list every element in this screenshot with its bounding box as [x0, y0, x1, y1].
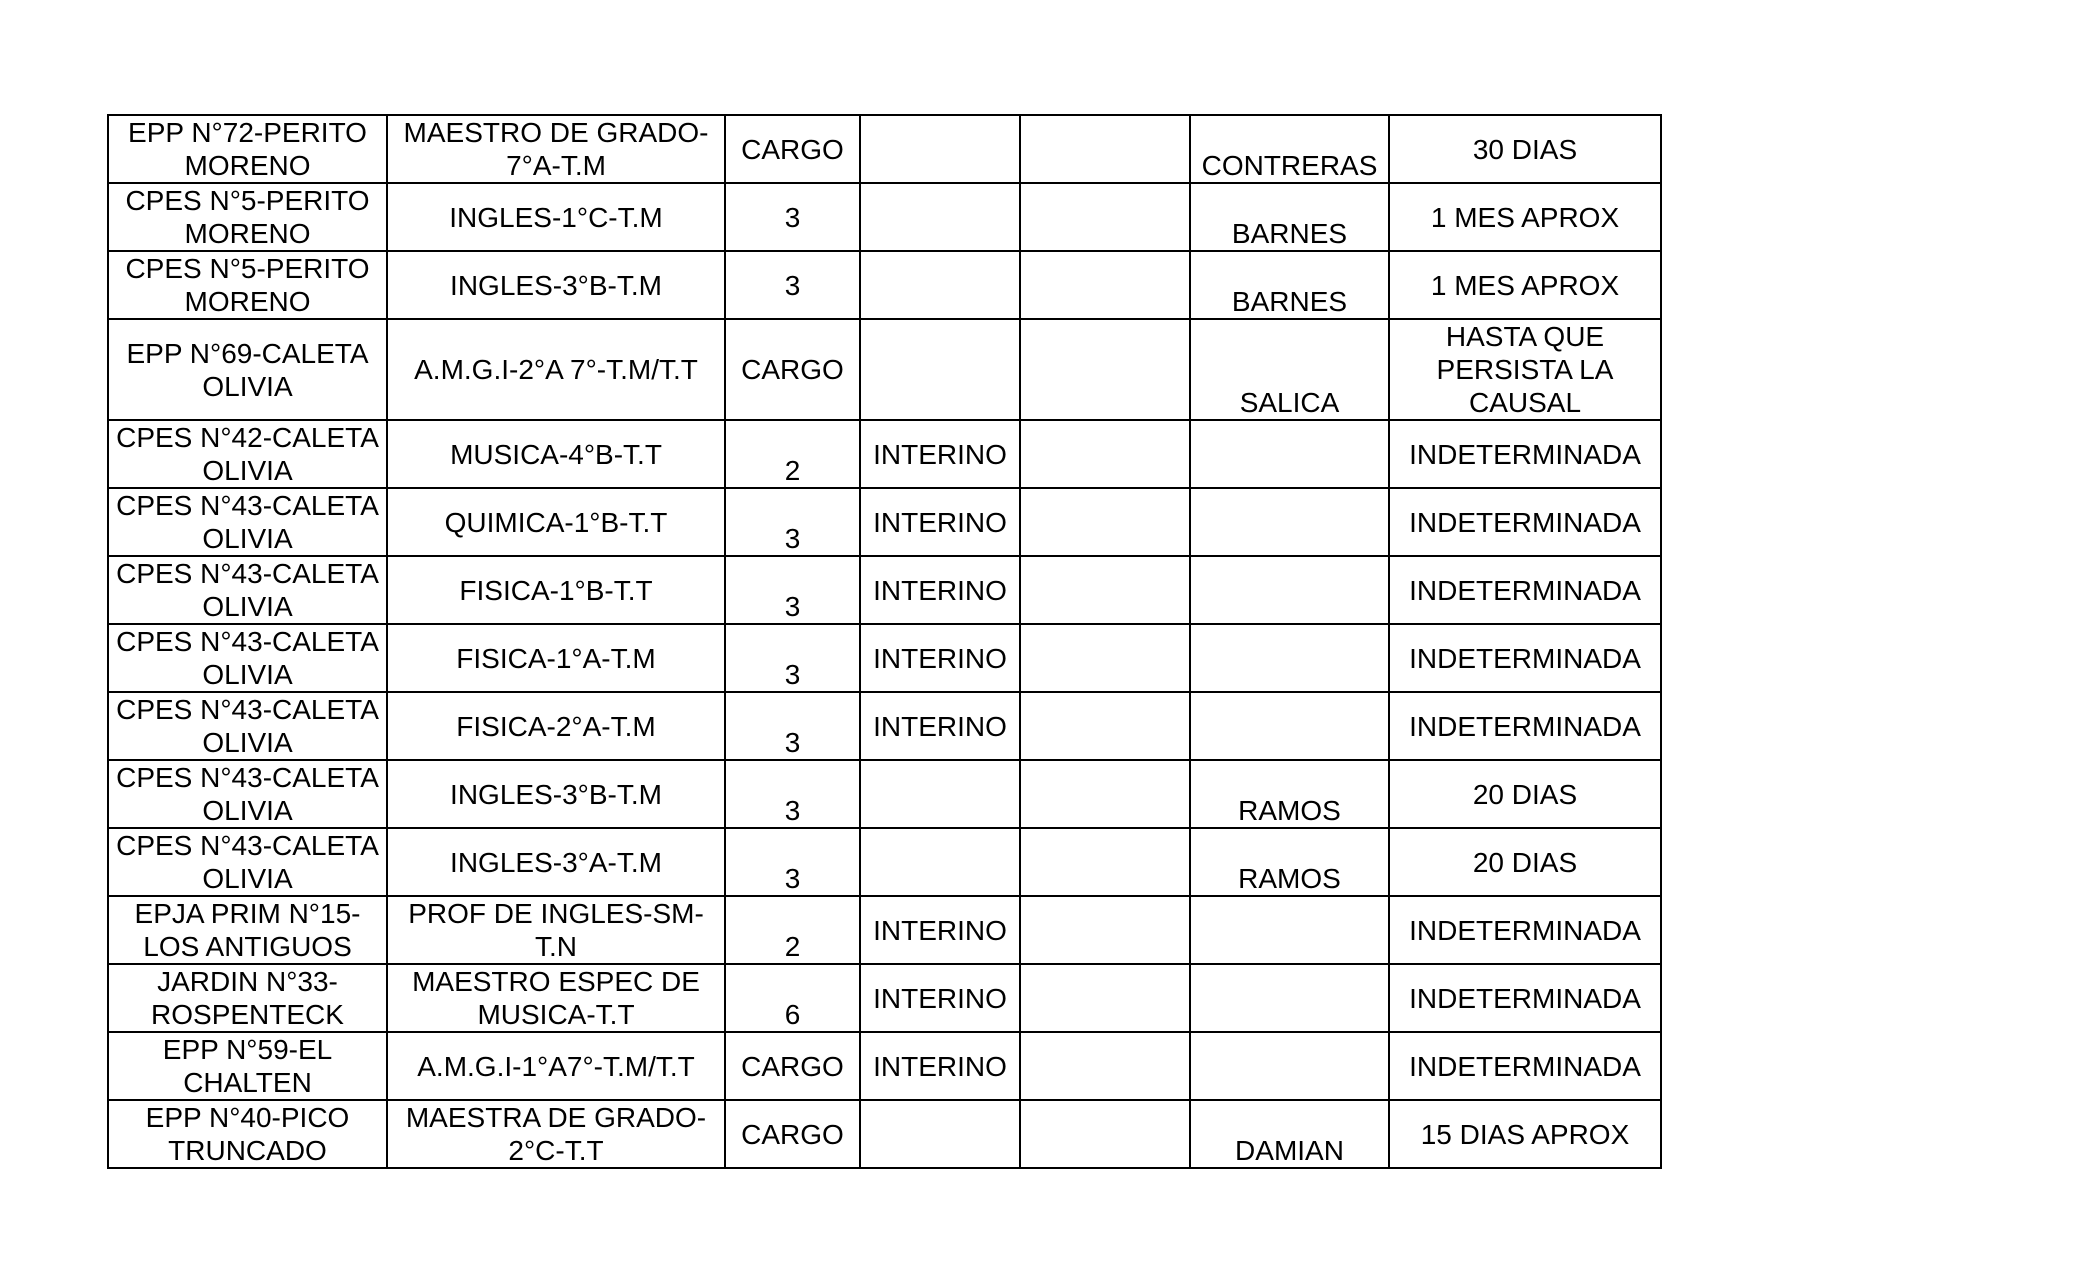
situation-cell	[860, 1100, 1020, 1168]
teacher-cell	[1190, 556, 1389, 624]
school-cell: CPES N°43-CALETA OLIVIA	[108, 692, 387, 760]
school-cell: CPES N°43-CALETA OLIVIA	[108, 488, 387, 556]
table-row	[108, 115, 1661, 183]
situation-cell	[860, 760, 1020, 828]
subject-cell: FISICA-1°A-T.M	[387, 624, 725, 692]
situation-cell: INTERINO	[860, 896, 1020, 964]
duration-cell: HASTA QUE PERSISTA LA CAUSAL	[1389, 319, 1661, 420]
duration-cell: INDETERMINADA	[1389, 624, 1661, 692]
school-cell: JARDIN N°33-ROSPENTECK	[108, 964, 387, 1032]
teacher-cell	[1190, 964, 1389, 1032]
blank-cell	[1020, 420, 1190, 488]
situation-cell	[860, 115, 1020, 183]
subject-cell: A.M.G.I-2°A 7°-T.M/T.T	[387, 319, 725, 420]
school-cell: EPP N°40-PICO TRUNCADO	[108, 1100, 387, 1168]
blank-cell	[1020, 183, 1190, 251]
table-row	[108, 624, 1661, 692]
hours-cell: CARGO	[725, 319, 860, 420]
situation-cell: INTERINO	[860, 420, 1020, 488]
duration-cell: INDETERMINADA	[1389, 488, 1661, 556]
subject-cell: FISICA-2°A-T.M	[387, 692, 725, 760]
table-row	[108, 420, 1661, 488]
situation-cell	[860, 319, 1020, 420]
school-cell: EPP N°72-PERITO MORENO	[108, 115, 387, 183]
table-row	[108, 692, 1661, 760]
duration-cell: INDETERMINADA	[1389, 692, 1661, 760]
blank-cell	[1020, 964, 1190, 1032]
hours-cell: 2	[725, 896, 860, 964]
blank-cell	[1020, 624, 1190, 692]
school-cell: CPES N°43-CALETA OLIVIA	[108, 760, 387, 828]
teacher-cell	[1190, 896, 1389, 964]
blank-cell	[1020, 692, 1190, 760]
situation-cell: INTERINO	[860, 488, 1020, 556]
subject-cell: MAESTRO ESPEC DE MUSICA-T.T	[387, 964, 725, 1032]
subject-cell: QUIMICA-1°B-T.T	[387, 488, 725, 556]
situation-cell	[860, 183, 1020, 251]
teacher-cell	[1190, 692, 1389, 760]
blank-cell	[1020, 760, 1190, 828]
duration-cell: 20 DIAS	[1389, 828, 1661, 896]
table-row	[108, 251, 1661, 319]
subject-cell: INGLES-3°B-T.M	[387, 760, 725, 828]
situation-cell: INTERINO	[860, 624, 1020, 692]
teacher-cell	[1190, 1032, 1389, 1100]
school-cell: CPES N°43-CALETA OLIVIA	[108, 828, 387, 896]
vacancy-table	[107, 114, 1662, 1169]
situation-cell	[860, 828, 1020, 896]
duration-cell: 30 DIAS	[1389, 115, 1661, 183]
duration-cell: INDETERMINADA	[1389, 556, 1661, 624]
duration-cell: 1 MES APROX	[1389, 183, 1661, 251]
hours-cell: 3	[725, 624, 860, 692]
hours-cell: CARGO	[725, 115, 860, 183]
school-cell: EPP N°59-EL CHALTEN	[108, 1032, 387, 1100]
blank-cell	[1020, 556, 1190, 624]
situation-cell: INTERINO	[860, 1032, 1020, 1100]
teacher-cell: BARNES	[1190, 251, 1389, 319]
subject-cell: A.M.G.I-1°A7°-T.M/T.T	[387, 1032, 725, 1100]
teacher-cell: BARNES	[1190, 183, 1389, 251]
duration-cell: INDETERMINADA	[1389, 964, 1661, 1032]
school-cell: CPES N°42-CALETA OLIVIA	[108, 420, 387, 488]
duration-cell: 15 DIAS APROX	[1389, 1100, 1661, 1168]
blank-cell	[1020, 828, 1190, 896]
subject-cell: INGLES-3°B-T.M	[387, 251, 725, 319]
hours-cell: 3	[725, 251, 860, 319]
blank-cell	[1020, 115, 1190, 183]
table-row	[108, 556, 1661, 624]
table-body	[108, 115, 1661, 1168]
duration-cell: INDETERMINADA	[1389, 1032, 1661, 1100]
situation-cell: INTERINO	[860, 964, 1020, 1032]
hours-cell: 3	[725, 556, 860, 624]
hours-cell: 3	[725, 183, 860, 251]
blank-cell	[1020, 319, 1190, 420]
teacher-cell: CONTRERAS	[1190, 115, 1389, 183]
blank-cell	[1020, 1100, 1190, 1168]
blank-cell	[1020, 1032, 1190, 1100]
blank-cell	[1020, 896, 1190, 964]
duration-cell: INDETERMINADA	[1389, 420, 1661, 488]
blank-cell	[1020, 488, 1190, 556]
school-cell: CPES N°43-CALETA OLIVIA	[108, 624, 387, 692]
teacher-cell: SALICA	[1190, 319, 1389, 420]
hours-cell: CARGO	[725, 1032, 860, 1100]
situation-cell: INTERINO	[860, 556, 1020, 624]
subject-cell: INGLES-3°A-T.M	[387, 828, 725, 896]
table-row	[108, 828, 1661, 896]
table-row	[108, 896, 1661, 964]
duration-cell: 20 DIAS	[1389, 760, 1661, 828]
teacher-cell	[1190, 624, 1389, 692]
blank-cell	[1020, 251, 1190, 319]
teacher-cell: DAMIAN	[1190, 1100, 1389, 1168]
table-row	[108, 488, 1661, 556]
hours-cell: 3	[725, 692, 860, 760]
table-row	[108, 183, 1661, 251]
teacher-cell: RAMOS	[1190, 760, 1389, 828]
teacher-cell: RAMOS	[1190, 828, 1389, 896]
subject-cell: INGLES-1°C-T.M	[387, 183, 725, 251]
school-cell: EPJA PRIM N°15-LOS ANTIGUOS	[108, 896, 387, 964]
table-row	[108, 964, 1661, 1032]
subject-cell: FISICA-1°B-T.T	[387, 556, 725, 624]
table-row	[108, 1100, 1661, 1168]
hours-cell: CARGO	[725, 1100, 860, 1168]
hours-cell: 3	[725, 488, 860, 556]
school-cell: CPES N°43-CALETA OLIVIA	[108, 556, 387, 624]
hours-cell: 3	[725, 828, 860, 896]
hours-cell: 3	[725, 760, 860, 828]
school-cell: CPES N°5-PERITO MORENO	[108, 183, 387, 251]
hours-cell: 6	[725, 964, 860, 1032]
table-row	[108, 319, 1661, 420]
duration-cell: INDETERMINADA	[1389, 896, 1661, 964]
duration-cell: 1 MES APROX	[1389, 251, 1661, 319]
teacher-cell	[1190, 420, 1389, 488]
subject-cell: MAESTRO DE GRADO-7°A-T.M	[387, 115, 725, 183]
table-row	[108, 760, 1661, 828]
table-row	[108, 1032, 1661, 1100]
subject-cell: PROF DE INGLES-SM-T.N	[387, 896, 725, 964]
school-cell: CPES N°5-PERITO MORENO	[108, 251, 387, 319]
subject-cell: MUSICA-4°B-T.T	[387, 420, 725, 488]
hours-cell: 2	[725, 420, 860, 488]
school-cell: EPP N°69-CALETA OLIVIA	[108, 319, 387, 420]
subject-cell: MAESTRA DE GRADO-2°C-T.T	[387, 1100, 725, 1168]
teacher-cell	[1190, 488, 1389, 556]
situation-cell	[860, 251, 1020, 319]
situation-cell: INTERINO	[860, 692, 1020, 760]
